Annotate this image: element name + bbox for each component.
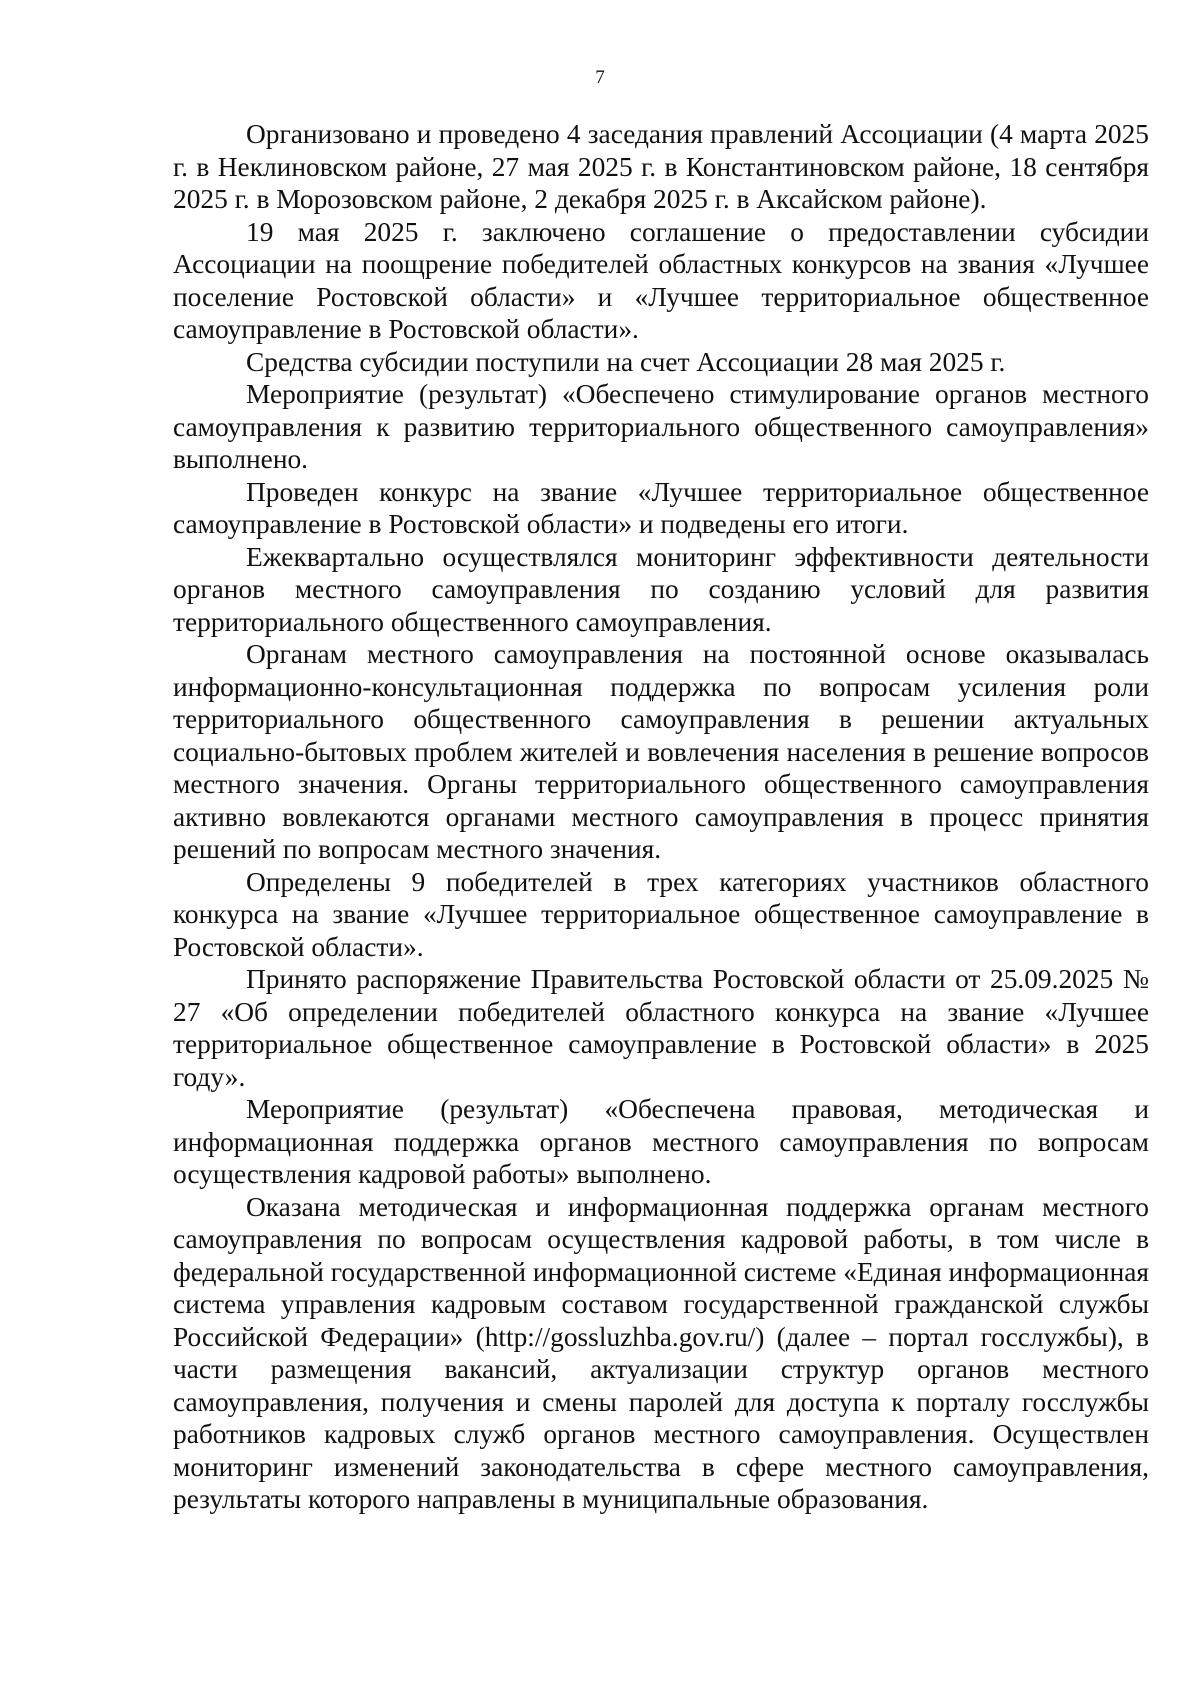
paragraph-board-meetings: Организовано и проведено 4 заседания правлений Ассоциации (4 марта 2025 г. в Неклиновском районе, 27 мая 2025 г. в Константиновском районе, 18 сентября 2025 г. в Морозовском районе, 2 декабря 2025 г. в Аксайском районе). [173, 119, 1149, 214]
page-number: 7 [595, 67, 605, 88]
paragraph-government-order: Принято распоряжение Правительства Ростовской области от 25.09.2025 № 27 «Об определении победителей областного конкурса на звание «Лучшее территориальное общественное самоуправление в Ростовской области» в 2025 году». [173, 964, 1149, 1092]
paragraph-contest-held: Проведен конкурс на звание «Лучшее территориальное общественное самоуправление в Ростовской области» и подведены его итоги. [173, 476, 1149, 539]
paragraph-consulting-support: Органам местного самоуправления на постоянной основе оказывалась информационно-консультационная поддержка по вопросам усиления роли территориального общественного самоуправления в решении актуальных социально-бытовых проблем жителей и вовлечения населения в решение вопросов местного значения. Органы территориального общественного самоуправления активно вовлекаются органами местного самоуправления в процесс принятия решений по вопросам местного значения. [173, 639, 1149, 864]
paragraph-activity-stimulation: Мероприятие (результат) «Обеспечено стимулирование органов местного самоуправления к развитию территориального общественного самоуправления» выполнено. [173, 379, 1149, 474]
paragraph-quarterly-monitoring: Ежеквартально осуществлялся мониторинг эффективности деятельности органов местного самоуправления по созданию условий для развития территориального общественного самоуправления. [173, 541, 1149, 637]
paragraph-winners-determined: Определены 9 победителей в трех категориях участников областного конкурса на звание «Лучшее территориальное общественное самоуправление в Ростовской области». [173, 866, 1149, 962]
paragraph-activity-hr-support: Мероприятие (результат) «Обеспечена правовая, методическая и информационная поддержка органов местного самоуправления по вопросам осуществления кадровой работы» выполнено. [173, 1094, 1149, 1189]
paragraph-subsidy-agreement: 19 мая 2025 г. заключено соглашение о предоставлении субсидии Ассоциации на поощрение победителей областных конкурсов на звания «Лучшее поселение Ростовской области» и «Лучшее территориальное общественное самоуправление в Ростовской области». [173, 216, 1149, 344]
document-body [173, 118, 1149, 1516]
paragraph-subsidy-received: Средства субсидии поступили на счет Ассоциации 28 мая 2025 г. [246, 346, 1006, 377]
paragraph-methodical-support: Оказана методическая и информационная поддержка органам местного самоуправления по вопросам осуществления кадровой работы, в том числе в федеральной государственной информационной системе «Единая информационная система управления кадровым составом государственной гражданской службы Российской Федерации» (http://gossluzhba.gov.ru/) (далее – портал госслужбы), в части размещения вакансий, актуализации структур органов местного самоуправления, получения и смены паролей для доступа к порталу госслужбы работников кадровых служб органов местного самоуправления. Осуществлен мониторинг изменений законодательства в сфере местного самоуправления, результаты которого направлены в муниципальные образования. [173, 1191, 1149, 1514]
